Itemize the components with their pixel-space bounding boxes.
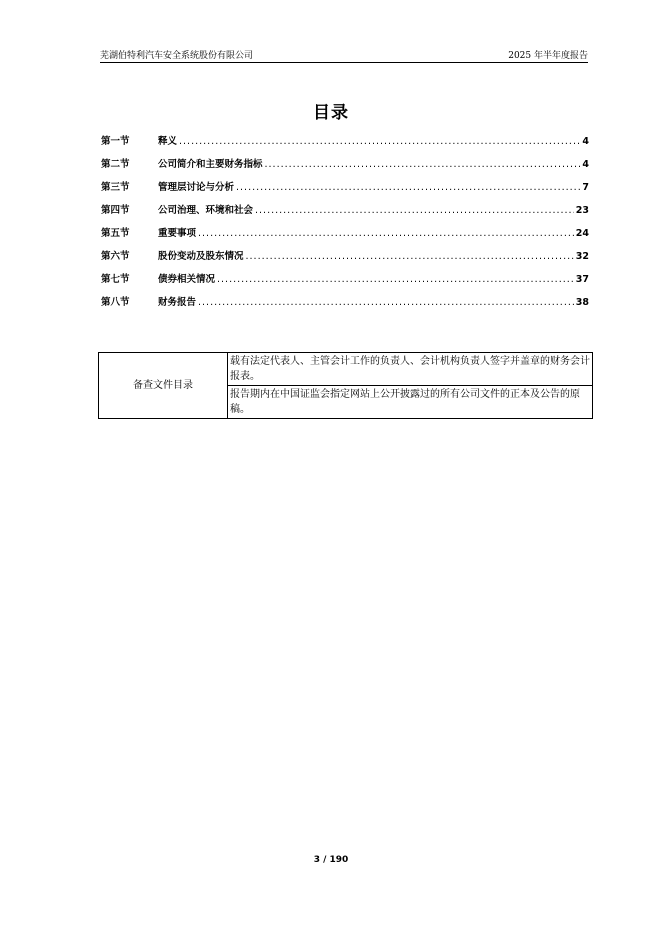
toc-section-title: 债券相关情况 bbox=[158, 274, 216, 285]
toc-section-number: 第八节 bbox=[101, 297, 130, 308]
toc-page-number: 32 bbox=[575, 251, 589, 262]
toc-dot-leader bbox=[236, 176, 580, 199]
toc-section-number: 第五节 bbox=[101, 228, 130, 239]
reference-item: 报告期内在中国证监会指定网站上公开披露过的所有公司文件的正本及公告的原稿。 bbox=[228, 386, 593, 419]
toc-dot-leader bbox=[246, 245, 574, 268]
toc-section-number: 第一节 bbox=[101, 136, 130, 147]
toc-dot-leader bbox=[255, 199, 574, 222]
toc-entry[interactable] bbox=[101, 291, 589, 314]
toc-entry[interactable] bbox=[101, 199, 589, 222]
toc-entry[interactable] bbox=[101, 222, 589, 245]
toc-entry[interactable] bbox=[101, 245, 589, 268]
toc-section-title: 管理层讨论与分析 bbox=[158, 182, 235, 193]
header-company-name: 芜湖伯特利汽车安全系统股份有限公司 bbox=[100, 51, 254, 61]
toc-section-number: 第七节 bbox=[101, 274, 130, 285]
toc-dot-leader bbox=[217, 268, 574, 291]
toc-dot-leader bbox=[265, 153, 581, 176]
toc-entry[interactable] bbox=[101, 130, 589, 153]
toc-section-number: 第二节 bbox=[101, 159, 130, 170]
page-indicator: 3 / 190 bbox=[313, 855, 349, 865]
toc-dot-leader bbox=[198, 291, 574, 314]
toc-page-number: 37 bbox=[575, 274, 589, 285]
header-report-title: 2025 年半年度报告 bbox=[508, 51, 588, 61]
toc-page-number: 4 bbox=[582, 136, 589, 147]
toc-dot-leader bbox=[198, 222, 574, 245]
toc-section-title: 公司治理、环境和社会 bbox=[158, 205, 254, 216]
toc-section-title: 财务报告 bbox=[158, 297, 197, 308]
toc-page-number: 7 bbox=[582, 182, 589, 193]
reference-label: 备查文件目录 bbox=[99, 353, 228, 419]
toc-dot-leader bbox=[179, 130, 580, 153]
toc-section-number: 第六节 bbox=[101, 251, 130, 262]
toc-page-number: 4 bbox=[582, 159, 589, 170]
toc-section-title: 释义 bbox=[158, 136, 178, 147]
table-row bbox=[99, 353, 593, 386]
toc-section-title: 公司简介和主要财务指标 bbox=[158, 159, 263, 170]
page-title: 目录 bbox=[313, 103, 349, 123]
page-header bbox=[100, 48, 588, 63]
toc-section-number: 第三节 bbox=[101, 182, 130, 193]
toc-page-number: 38 bbox=[575, 297, 589, 308]
toc-section-title: 重要事项 bbox=[158, 228, 197, 239]
toc-entry[interactable] bbox=[101, 176, 589, 199]
toc-entry[interactable] bbox=[101, 268, 589, 291]
reference-documents-table bbox=[98, 352, 593, 419]
toc-page-number: 24 bbox=[575, 228, 589, 239]
table-of-contents bbox=[101, 130, 589, 314]
toc-entry[interactable] bbox=[101, 153, 589, 176]
toc-section-title: 股份变动及股东情况 bbox=[158, 251, 244, 262]
toc-page-number: 23 bbox=[575, 205, 589, 216]
reference-item: 载有法定代表人、主管会计工作的负责人、会计机构负责人签字并盖章的财务会计报表。 bbox=[228, 353, 593, 386]
toc-section-number: 第四节 bbox=[101, 205, 130, 216]
